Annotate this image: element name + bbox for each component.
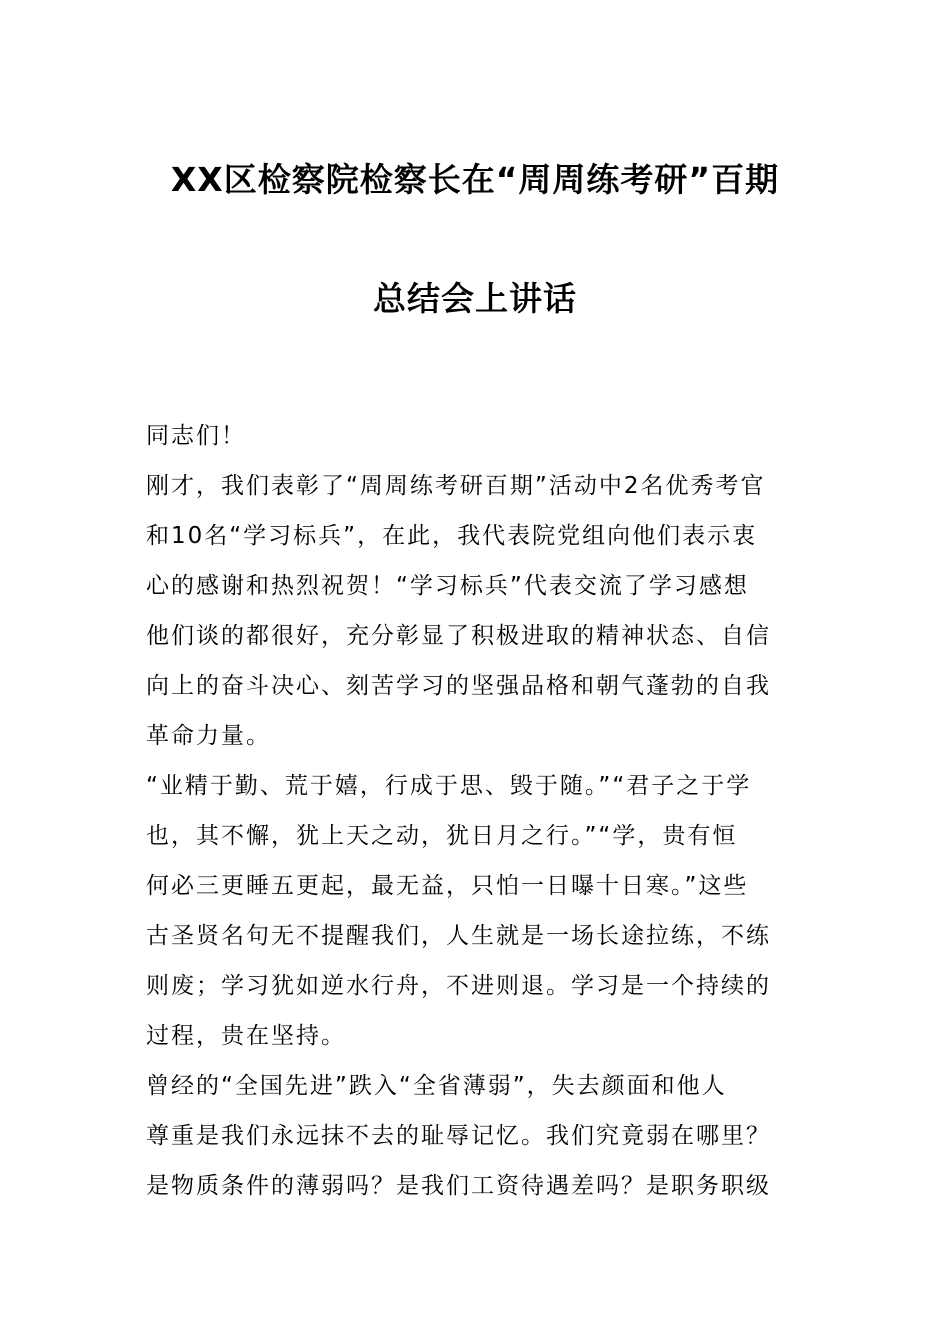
body-line: 也，其不懈，犹上天之动，犹日月之行。”“学，贵有恒 <box>146 823 738 849</box>
document-title-line-2: 总结会上讲话 <box>373 279 577 318</box>
body-line: 过程，贵在坚持。 <box>146 1023 346 1049</box>
body-line: 革命力量。 <box>146 723 271 749</box>
body-line: 同志们！ <box>146 423 246 449</box>
document-body <box>146 411 806 1211</box>
body-line: 则废；学习犹如逆水行舟，不进则退。学习是一个持续的 <box>146 973 771 999</box>
body-line: 他们谈的都很好，充分彰显了积极进取的精神状态、自信 <box>146 623 771 649</box>
body-line: “业精于勤、荒于嬉，行成于思、毁于随。”“君子之于学 <box>146 773 752 799</box>
body-line: 尊重是我们永远抹不去的耻辱记忆。我们究竟弱在哪里？ <box>146 1123 771 1149</box>
body-line: 心的感谢和热烈祝贺！“学习标兵”代表交流了学习感想 <box>146 573 749 599</box>
body-line: 古圣贤名句无不提醒我们，人生就是一场长途拉练，不练 <box>146 923 771 949</box>
document-title-line-1: XX区检察院检察长在“周周练考研”百期 <box>170 160 780 199</box>
body-line: 是物质条件的薄弱吗？是我们工资待遇差吗？是职务职级 <box>146 1173 771 1199</box>
body-line: 和10名“学习标兵”，在此，我代表院党组向他们表示衷 <box>146 523 758 549</box>
body-line: 刚才，我们表彰了“周周练考研百期”活动中2名优秀考官 <box>146 473 766 499</box>
body-line: 曾经的“全国先进”跌入“全省薄弱”，失去颜面和他人 <box>146 1073 727 1099</box>
body-line: 向上的奋斗决心、刻苦学习的坚强品格和朝气蓬勃的自我 <box>146 673 771 699</box>
body-line: 何必三更睡五更起，最无益，只怕一日曝十日寒。”这些 <box>146 873 749 899</box>
